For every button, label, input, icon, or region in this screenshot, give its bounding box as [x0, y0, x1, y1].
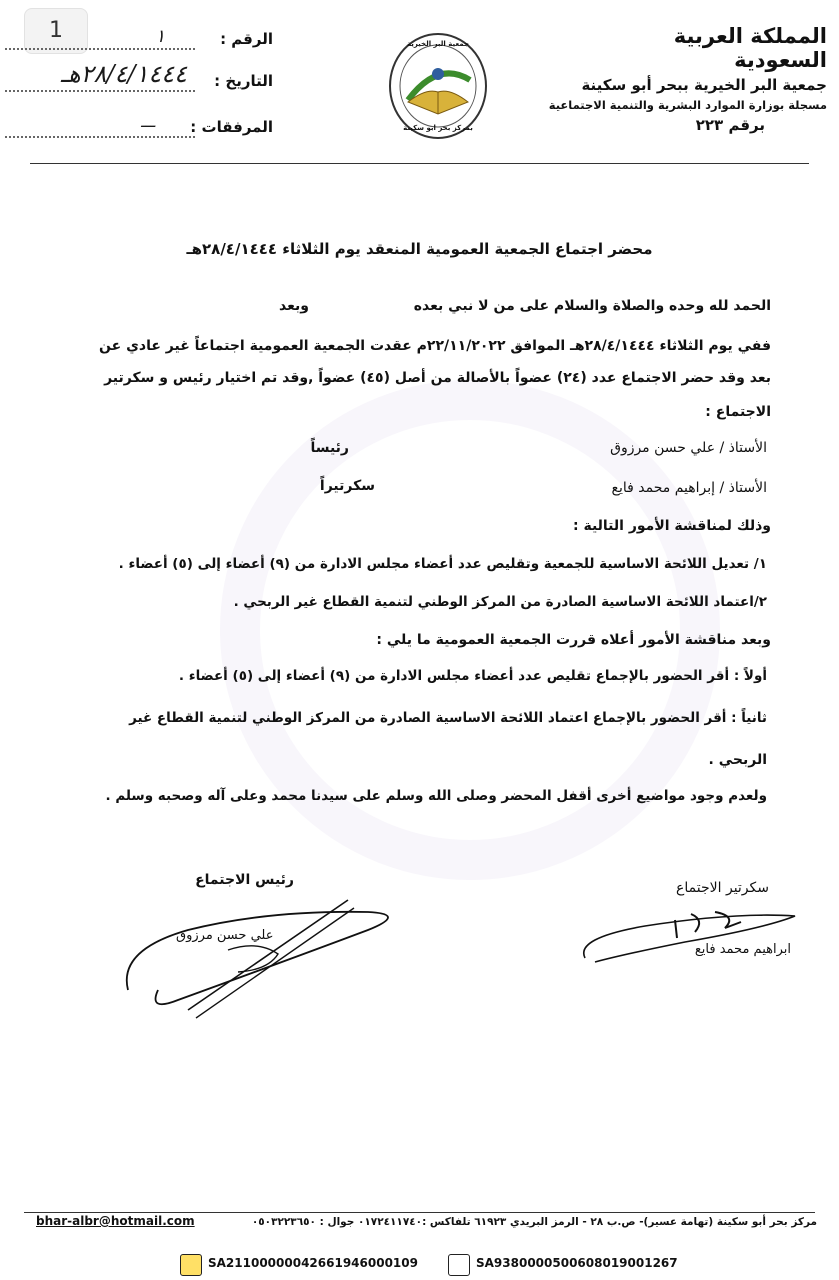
iban-1: SA2110000004266194600010​9	[208, 1256, 418, 1270]
reference-number-field	[0, 26, 273, 56]
iban-2: SA9380000500608019001267	[476, 1256, 678, 1270]
attachments-value: ـــ	[140, 112, 155, 131]
footer-address: مركز بحر أبو سكينة (تهامة عسير)- ص.ب ٢٨ - الرمز البريدي ٦١٩٢٣ تلفاكس :٠١٧٢٤١١٧٤٠ جوال : ٠٥٠٣٢٢٣٦٥٠	[251, 1216, 817, 1228]
bank-account-2	[448, 1254, 698, 1276]
date-field	[0, 60, 273, 98]
reference-number-label: الرقم :	[220, 30, 273, 48]
intro-line: الحمد لله وحده والصلاة والسلام على من لا نبي بعده	[413, 298, 771, 314]
paragraph-1-line-2: بعد وقد حضر الاجتماع عدد (٢٤) عضواً بالأصالة من أصل (٤٥) عضواً ,وقد تم اختيار رئيس و سكرتير	[104, 370, 771, 386]
logo-text-bottom: بمركز بحر ابو سكينة	[403, 124, 473, 132]
reference-number-value: ١	[155, 26, 165, 47]
date-value: ٢٨/٤/١٤٤٤هـ	[60, 60, 187, 88]
secretary-name: الأستاذ / إبراهيم محمد فايع	[611, 480, 767, 496]
secretary-signature	[565, 898, 805, 978]
organization-name: جمعية البر الخيرية ببحر أبو سكينة	[581, 76, 827, 94]
decision-2-line-2: الربحي .	[708, 752, 767, 768]
organization-logo	[386, 30, 490, 142]
page-number-badge: 1	[24, 8, 88, 54]
chair-role: رئيساً	[310, 440, 349, 456]
logo-text-top: جمعية البر الخيرية	[406, 40, 470, 48]
agenda-item-1: ١/ تعديل اللائحة الاساسية للجمعية وتقليص عدد أعضاء مجلس الادارة من (٩) أعضاء إلى (٥) أعضاء .	[118, 556, 767, 572]
registration-number: برقم ٢٢٣	[695, 116, 765, 134]
footer-divider	[24, 1212, 815, 1213]
paragraph-1-line-1: ففي يوم الثلاثاء ٢٨/٤/١٤٤٤هـ الموافق ٢٢/١١/٢٠٢٢م عقدت الجمعية العمومية اجتماعاً غير عادي عن	[99, 338, 771, 354]
chair-signature-name: علي حسن مرزوق	[176, 928, 274, 943]
chair-signature	[118, 890, 418, 1030]
attachments-label: المرفقات :	[190, 118, 273, 136]
bank-logo-icon	[180, 1254, 202, 1276]
registration-text: مسجلة بوزارة الموارد البشرية والتنمية الاجتماعية	[548, 98, 827, 112]
closing-text: ولعدم وجود مواضيع أخرى أقفل المحضر وصلى الله وسلم على سيدنا محمد وعلى آله وصحبه وسلم .	[105, 788, 767, 804]
secretary-signature-title: سكرتير الاجتماع	[676, 880, 769, 896]
intro-after: وبعد	[279, 298, 309, 314]
decision-1: أولاً : أقر الحضور بالإجماع تقليص عدد أعضاء مجلس الادارة من (٩) أعضاء إلى (٥) أعضاء .	[178, 668, 767, 684]
attachments-field	[0, 112, 273, 144]
footer-email[interactable]: bhar-albr@hotmail.com	[36, 1214, 195, 1228]
paragraph-1-line-3: الاجتماع :	[705, 404, 771, 420]
decisions-intro: وبعد مناقشة الأمور أعلاه قررت الجمعية العمومية ما يلي :	[376, 632, 771, 648]
kingdom-name: المملكة العربية السعودية	[673, 24, 827, 72]
secretary-signature-name: ابراهيم محمد فايع	[694, 942, 791, 957]
header-divider	[30, 163, 809, 164]
decision-2-line-1: ثانياً : أقر الحضور بالإجماع اعتماد اللائحة الاساسية الصادرة من المركز الوطني لتنمية القطاع غير	[129, 710, 767, 726]
bank-account-1	[180, 1254, 420, 1276]
secretary-role: سكرتيراً	[319, 478, 375, 494]
date-label: التاريخ :	[214, 72, 273, 90]
document-title: محضر اجتماع الجمعية العمومية المنعقد يوم الثلاثاء ٢٨/٤/١٤٤٤هـ	[186, 240, 653, 258]
organization-header	[548, 24, 827, 134]
agenda-item-2: ٢/اعتماد اللائحة الاساسية الصادرة من المركز الوطني لتنمية القطاع غير الربحي .	[233, 594, 767, 610]
bank-logo-icon	[448, 1254, 470, 1276]
chair-signature-title: رئيس الاجتماع	[195, 872, 294, 888]
agenda-intro: وذلك لمناقشة الأمور التالية :	[572, 518, 771, 534]
chair-name: الأستاذ / علي حسن مرزوق	[610, 440, 767, 456]
